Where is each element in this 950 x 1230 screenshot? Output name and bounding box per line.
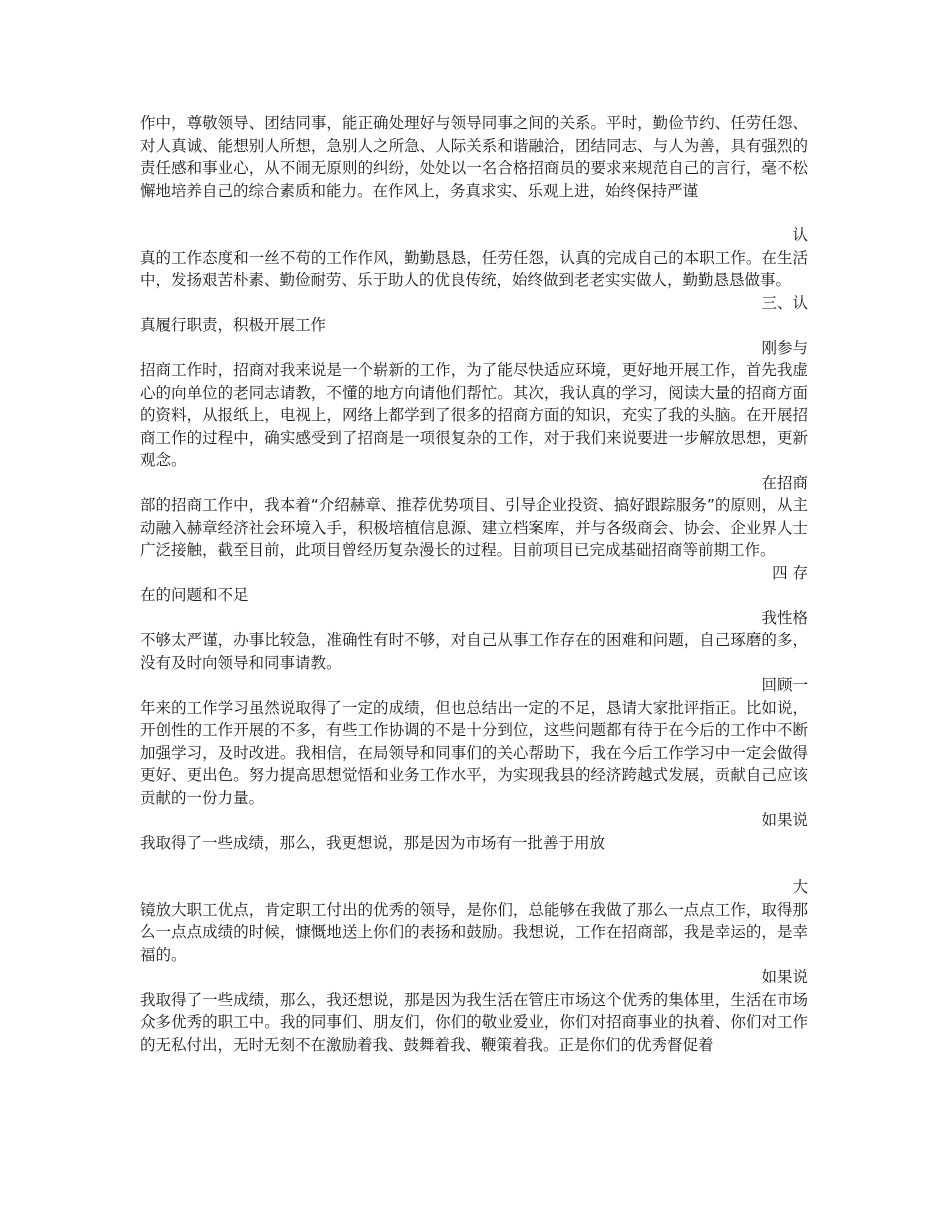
document-body	[140, 112, 808, 1056]
paragraph-lead-in: 认	[792, 226, 808, 244]
paragraph-text: 部的招商工作中，我本着“介绍赫章、推荐优势项目、引导企业投资、搞好跟踪服务”的原则，从主动融入赫章经济社会环境入手，积极培植信息源、建立档案库，并与各级商会、协会、企业界人士广泛接触，截至目前，此项目曾经历复杂漫长的过程。目前项目已完成基础招商等前期工作。	[140, 496, 808, 559]
paragraph-text: 招商工作时，招商对我来说是一个崭新的工作，为了能尽快适应环境，更好地开展工作，首先我虚心的向单位的老同志请教，不懂的地方向请他们帮忙。其次，我认真的学习，阅读大量的招商方面的资料，从报纸上，电视上，网络上都学到了很多的招商方面的知识，充实了我的头脑。在开展招商工作的过程中，确实感受到了招商是一项很复杂的工作，对于我们来说要进一步解放思想，更新观念。	[140, 361, 808, 469]
paragraph-lead-in: 在招商	[761, 473, 808, 492]
paragraph-lead-in: 四 存	[772, 563, 808, 582]
paragraph-text: 真履行职责，积极开展工作	[140, 316, 327, 334]
paragraph-text: 年来的工作学习虽然说取得了一定的成绩，但也总结出一定的不足，恳请大家批评指正。比如说，开创性的工作开展的不多，有些工作协调的不是十分到位，这些问题都有待于在今后的工作中不断加强学习，及时改进。我相信，在局领导和同事们的关心帮助下，我在今后工作学习中一定会做得更好、更出色。努力提高思想觉悟和业务工作水平，为实现我县的经济跨越式发展，贡献自己应该贡献的一份力量。	[140, 698, 808, 807]
paragraph-lead-in: 我性格	[761, 608, 808, 627]
paragraph-text: 镜放大职工优点，肯定职工付出的优秀的领导，是你们，总能够在我做了那么一点点工作，取得那么一点点成绩的时候，慷慨地送上你们的表扬和鼓励。我想说，工作在招商部，我是幸运的，是幸福的。	[140, 900, 808, 964]
paragraph-lead-in: 如果说	[761, 811, 808, 829]
paragraph-text: 作中，尊敬领导、团结同事，能正确处理好与领导同事之间的关系。平时，勤俭节约、任劳任怨、对人真诚、能想别人所想，急别人之所急、人际关系和谐融洽，团结同志、与人为善，具有强烈的责任感和事业心，从不闹无原则的纠纷，处处以一名合格招商员的要求来规范自己的言行，毫不松懈地培养自己的综合素质和能力。在作风上，务真求实、乐观上进，始终保持严谨	[140, 114, 808, 200]
paragraph-text: 我取得了一些成绩，那么，我还想说，那是因为我生活在管庄市场这个优秀的集体里，生活在市场众多优秀的职工中。我的同事们、朋友们，你们的敬业爱业，你们对招商事业的执着、你们对工作的无私付出，无时无刻不在激励着我、鼓舞着我、鞭策着我。正是你们的优秀督促着	[140, 990, 808, 1054]
paragraph-gap	[140, 202, 808, 224]
paragraph-lead-in: 三、认	[761, 293, 808, 312]
paragraph-gap	[140, 854, 808, 876]
paragraph-lead-in: 刚参与	[761, 338, 808, 357]
paragraph-lead-in: 大	[792, 878, 808, 896]
paragraph-lead-in: 如果说	[761, 968, 808, 986]
paragraph-lead-in: 回顾一	[761, 676, 808, 694]
paragraph-text: 我取得了一些成绩，那么，我更想说，那是因为市场有一批善于用放	[140, 833, 606, 852]
paragraph-text: 真的工作态度和一丝不苟的工作作风，勤勤恳恳，任劳任怨，认真的完成自己的本职工作。在生活中，发扬艰苦朴素、勤俭耐劳、乐于助人的优良传统，始终做到老老实实做人，勤勤恳恳做事。	[140, 248, 808, 289]
paragraph-text: 在的问题和不足	[140, 586, 249, 604]
paragraph-text: 不够太严谨，办事比较急，准确性有时不够，对自己从事工作存在的困难和问题，自己琢磨的多，没有及时向领导和同事请教。	[140, 631, 808, 672]
